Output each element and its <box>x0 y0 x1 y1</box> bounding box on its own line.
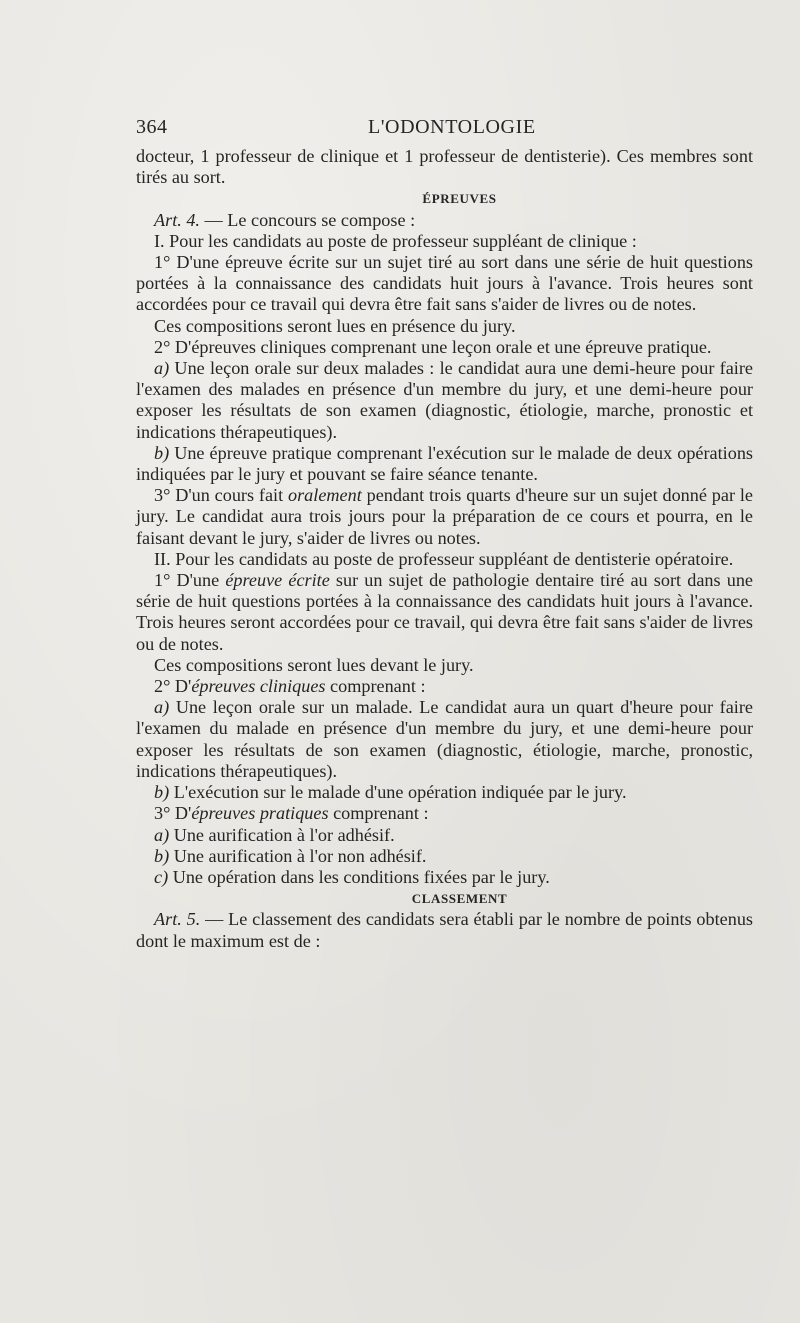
paragraph <box>136 358 753 443</box>
paragraph-text: sur un sujet de pathologie dentaire tiré au sort dans une série de huit questions portées à la connaissance des candidats huit jours à l'avance. Trois heures seront accordées pour ce travail, qui devra être fait sans s'aider de livres ou de notes. <box>136 570 753 654</box>
article-label: Art. 5. <box>154 909 201 930</box>
item-label: b) <box>154 782 170 803</box>
item-label: a) <box>154 697 170 718</box>
paragraph-text: Une opération dans les conditions fixées par le jury. <box>168 866 550 887</box>
paragraph: Ces compositions seront lues en présence du jury. <box>154 315 516 336</box>
paragraph <box>136 803 753 824</box>
paragraph-text: Une épreuve pratique comprenant l'exécution sur le malade de deux opérations indiquées par le jury et pouvant se faire séance tenante. <box>136 442 753 485</box>
paragraph: 2° D'épreuves cliniques comprenant une leçon orale et une épreuve pratique. <box>154 336 712 357</box>
paragraph-text: Une aurification à l'or adhésif. <box>169 824 395 845</box>
item-label: a) <box>154 824 170 845</box>
page-number: 364 <box>136 116 168 138</box>
section-title-epreuves: ÉPREUVES <box>422 191 497 207</box>
paragraph-text: — Le classement des candidats sera établi par le nombre de points obtenus dont le maximum est de : <box>136 909 753 951</box>
item-label: a) <box>154 358 170 379</box>
paragraph-text: 1° D'une <box>154 570 226 591</box>
paragraph-text: Une leçon orale sur deux malades : le candidat aura une demi-heure pour faire l'examen des malades en présence d'un membre du jury, et une demi-heure pour exposer les résultats de son examen (diagnostic, étiologie, marche, pronostic et indications thérapeutiques). <box>136 358 753 442</box>
paragraph-text: comprenant : <box>325 676 426 697</box>
item-label: b) <box>154 442 170 463</box>
paragraph <box>136 485 753 549</box>
paragraph: Ces compositions seront lues devant le jury. <box>154 654 474 675</box>
article-label: Art. 4. <box>154 209 200 230</box>
paragraph <box>136 782 753 803</box>
paragraph <box>136 676 753 697</box>
emphasis: épreuves cliniques <box>191 676 326 697</box>
paragraph-text: comprenant : <box>328 803 429 824</box>
paragraph-text: 3° D' <box>154 803 192 824</box>
paragraph <box>136 443 753 485</box>
running-title: L'ODONTOLOGIE <box>368 116 536 138</box>
paragraph-text: L'exécution sur le malade d'une opération indiquée par le jury. <box>169 782 627 803</box>
paragraph <box>136 570 753 655</box>
paragraph <box>136 210 753 231</box>
emphasis: épreuves pratiques <box>191 803 329 824</box>
emphasis: épreuve écrite <box>225 570 330 591</box>
paragraph: II. Pour les candidats au poste de professeur suppléant de dentisterie opératoire. <box>154 548 734 569</box>
paragraph: I. Pour les candidats au poste de professeur suppléant de clinique : <box>154 230 637 251</box>
paragraph <box>136 909 753 951</box>
paragraph <box>136 867 753 888</box>
item-label: b) <box>154 845 170 866</box>
paragraph-text: Une aurification à l'or non adhésif. <box>169 845 427 866</box>
page-header <box>136 116 753 146</box>
paragraph-text: 2° D' <box>154 676 192 697</box>
paragraph-text: Une leçon orale sur un malade. Le candidat aura un quart d'heure pour faire l'examen du malade en présence d'un membre du jury, et une demi-heure pour exposer les résultats de son examen (diagnostic, étiologie, marche, pronostic, indications thérapeutiques). <box>136 697 753 781</box>
paragraph <box>136 697 753 782</box>
paragraph: docteur, 1 professeur de clinique et 1 professeur de dentisterie). Ces membres sont tirés au sort. <box>136 146 753 188</box>
paragraph <box>136 846 753 867</box>
paragraph-text: 3° D'un cours fait <box>154 485 289 506</box>
paragraph <box>136 825 753 846</box>
paragraph-text: — Le concours se compose : <box>199 209 416 230</box>
section-title-classement: CLASSEMENT <box>411 891 508 907</box>
item-label: c) <box>154 866 169 887</box>
paragraph: 1° D'une épreuve écrite sur un sujet tiré au sort dans une série de huit questions portées à la connaissance des candidats huit jours à l'avance. Trois heures sont accordées pour ce travail qui devra être fait sans s'aider de livres ou de notes. <box>136 252 753 315</box>
paragraph-text: pendant trois quarts d'heure sur un sujet donné par le jury. Le candidat aura trois jours pour la préparation de ce cours et pourra, en le faisant devant le jury, s'aider de livres ou notes. <box>136 485 753 548</box>
emphasis: oralement <box>288 485 362 506</box>
page-body <box>136 146 753 952</box>
